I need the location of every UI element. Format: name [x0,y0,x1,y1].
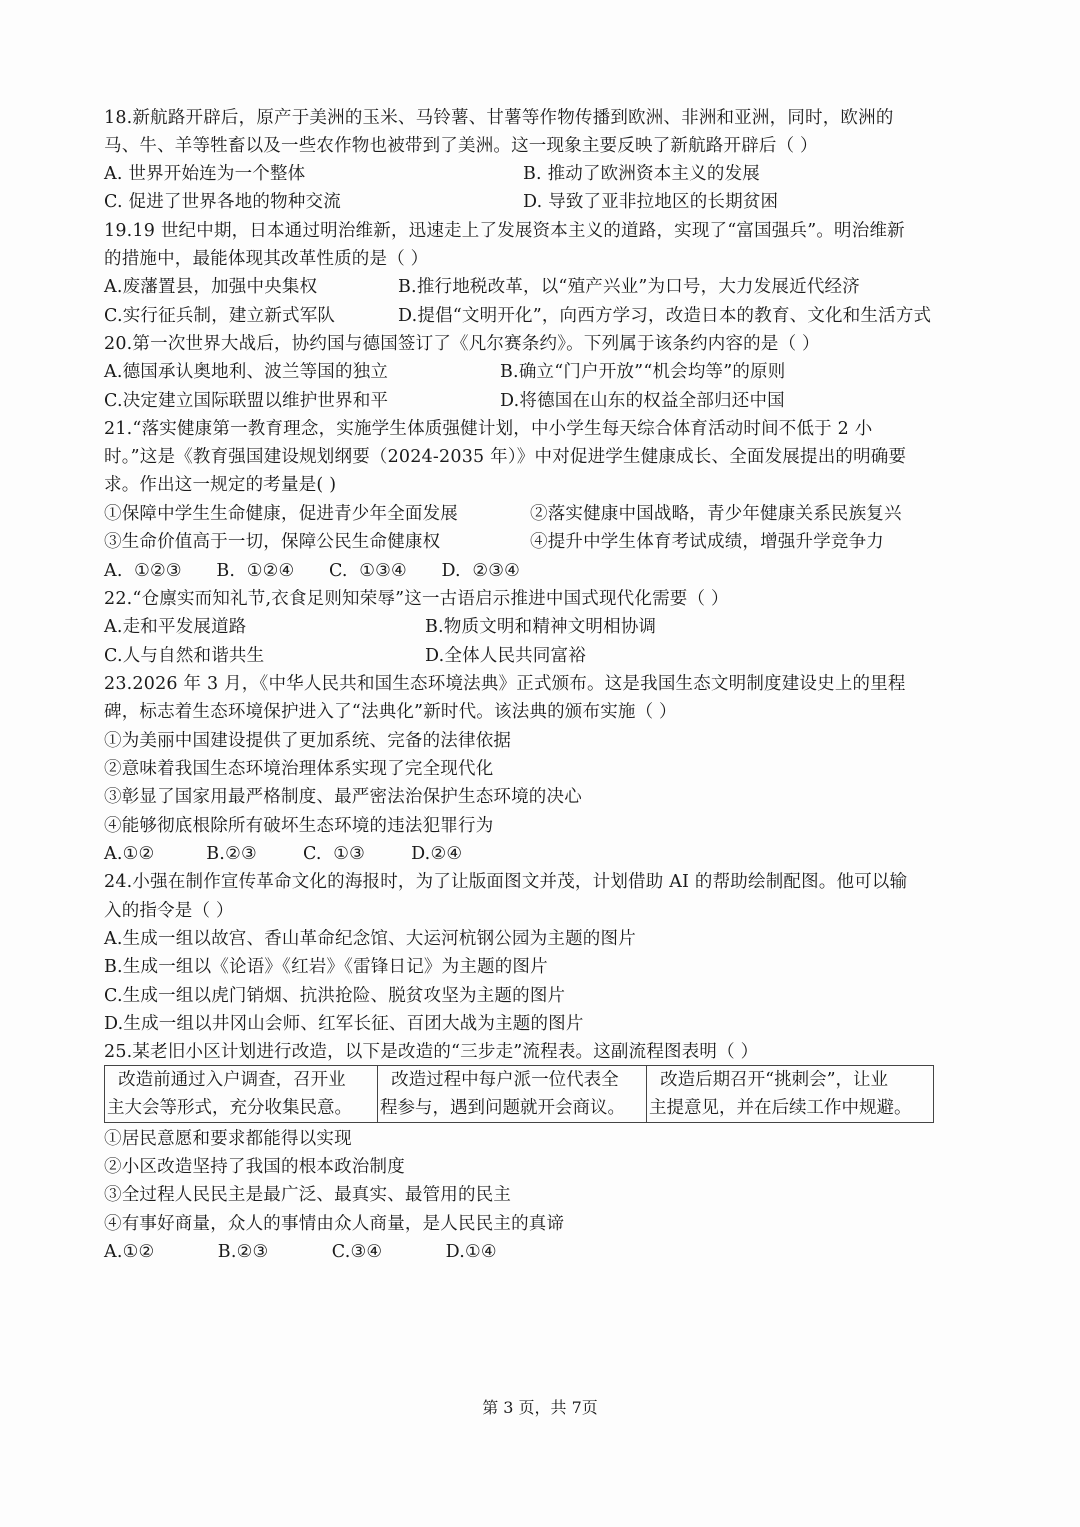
q20-stem-line1: 20.第一次世界大战后，协约国与德国签订了《凡尔赛条约》。下列属于该条约内容的是（ ） [104,334,820,354]
q21-options: A. ①②③ B. ①②④ C. ①③④ D. ②③④ [104,561,521,581]
flow-step-2-line2: 程参与，遇到问题就开会商议。 [380,1098,625,1118]
q19-option-d: D.提倡“文明开化”，向西方学习，改造日本的教育、文化和生活方式 [398,306,932,326]
flow-step-1-line2: 主大会等形式，充分收集民意。 [107,1098,352,1118]
q21-statement-1: ①保障中学生生命健康，促进青少年全面发展 [104,504,458,524]
flow-step-1 [105,1066,378,1123]
q19-stem-line2: 的措施中，最能体现其改革性质的是（ ） [104,249,429,269]
q25-options: A.①② B.②③ C.③④ D.①④ [104,1242,497,1262]
q21-stem-line2: 时。”这是《教育强国建设规划纲要（2024-2035 年）》中对促进学生健康成长、全面发展提出的明确要 [104,447,907,467]
q23-statement-1: ①为美丽中国建设提供了更加系统、完备的法律依据 [104,731,512,751]
flow-step-3-line1: 改造后期召开“挑刺会”，让业 [649,1070,889,1090]
q24-stem-line1: 24.小强在制作宣传革命文化的海报时，为了让版面图文并茂，计划借助 AI 的帮助绘制配图。他可以输 [104,872,908,892]
q25-statement-3: ③全过程人民民主是最广泛、最真实、最管用的民主 [104,1185,512,1205]
q23-stem-line2: 碑，标志着生态环境保护进入了“法典化”新时代。该法典的颁布实施（ ） [104,702,677,722]
q22-stem-line1: 22.“仓廪实而知礼节,衣食足则知荣辱”这一古语启示推进中国式现代化需要（ ） [104,589,729,609]
flow-step-3 [647,1066,934,1123]
q23-statement-2: ②意味着我国生态环境治理体系实现了完全现代化 [104,759,494,779]
flow-step-2-line1: 改造过程中每户派一位代表全 [380,1070,619,1090]
q19-option-b: B.推行地税改革，以“殖产兴业”为口号，大力发展近代经济 [398,277,860,297]
q20-option-c: C.决定建立国际联盟以维护世界和平 [104,391,389,411]
q20-option-a: A.德国承认奥地利、波兰等国的独立 [104,362,389,382]
q25-statement-4: ④有事好商量，众人的事情由众人商量，是人民民主的真谛 [104,1214,565,1234]
q22-option-b: B.物质文明和精神文明相协调 [425,617,657,637]
q19-option-c: C.实行征兵制，建立新式军队 [104,306,336,326]
q18-option-a: A. 世界开始连为一个整体 [104,164,306,184]
q21-statement-4: ④提升中学生体育考试成绩，增强升学竞争力 [530,532,884,552]
q24-option-d: D.生成一组以井冈山会师、红军长征、百团大战为主题的图片 [104,1014,584,1034]
q24-option-b: B.生成一组以《论语》《红岩》《雷锋日记》为主题的图片 [104,957,548,977]
q21-stem-line1: 21.“落实健康第一教育理念，实施学生体质强健计划，中小学生每天综合体育活动时间不低于 2 小 [104,419,873,439]
q25-flow-table [104,1065,934,1123]
q24-option-a: A.生成一组以故宫、香山革命纪念馆、大运河杭钢公园为主题的图片 [104,929,636,949]
q24-stem-line2: 入的指令是（ ） [104,901,234,921]
q23-statement-3: ③彰显了国家用最严格制度、最严密法治保护生态环境的决心 [104,787,582,807]
q22-option-c: C.人与自然和谐共生 [104,646,265,666]
q25-statement-2: ②小区改造坚持了我国的根本政治制度 [104,1157,405,1177]
q21-statement-2: ②落实健康中国战略，青少年健康关系民族复兴 [530,504,902,524]
q19-option-a: A.废藩置县，加强中央集权 [104,277,318,297]
q21-stem-line3: 求。作出这一规定的考量是( ) [104,475,337,495]
q20-option-b: B.确立“门户开放”“机会均等”的原则 [500,362,786,382]
q22-option-d: D.全体人民共同富裕 [425,646,586,666]
q24-option-c: C.生成一组以虎门销烟、抗洪抢险、脱贫攻坚为主题的图片 [104,986,566,1006]
flow-step-3-line2: 主提意见，并在后续工作中规避。 [649,1098,912,1118]
q18-stem-line2: 马、牛、羊等牲畜以及一些农作物也被带到了美洲。这一现象主要反映了新航路开辟后（ ） [104,136,818,156]
flow-step-2 [378,1066,647,1123]
q25-stem-line1: 25.某老旧小区计划进行改造，以下是改造的“三步走”流程表。这副流程图表明（ ） [104,1042,759,1062]
q18-option-b: B. 推动了欧洲资本主义的发展 [523,164,760,184]
q18-option-d: D. 导致了亚非拉地区的长期贫困 [523,192,779,212]
q22-option-a: A.走和平发展道路 [104,617,247,637]
page-number-footer: 第 3 页，共 7页 [482,1398,598,1417]
q20-option-d: D.将德国在山东的权益全部归还中国 [500,391,785,411]
q18-stem-line1: 18.新航路开辟后，原产于美洲的玉米、马铃薯、甘薯等作物传播到欧洲、非洲和亚洲，同时，欧洲的 [104,108,894,128]
q25-statement-1: ①居民意愿和要求都能得以实现 [104,1129,352,1149]
q23-stem-line1: 23.2026 年 3 月，《中华人民共和国生态环境法典》正式颁布。这是我国生态文明制度建设史上的里程 [104,674,906,694]
q18-option-c: C. 促进了世界各地的物种交流 [104,192,341,212]
q23-options: A.①② B.②③ C. ①③ D.②④ [104,844,463,864]
flow-step-1-line1: 改造前通过入户调查，召开业 [107,1070,346,1090]
q23-statement-4: ④能够彻底根除所有破坏生态环境的违法犯罪行为 [104,816,494,836]
q19-stem-line1: 19.19 世纪中期，日本通过明治维新，迅速走上了发展资本主义的道路，实现了“富国强兵”。明治维新 [104,221,905,241]
q21-statement-3: ③生命价值高于一切，保障公民生命健康权 [104,532,441,552]
